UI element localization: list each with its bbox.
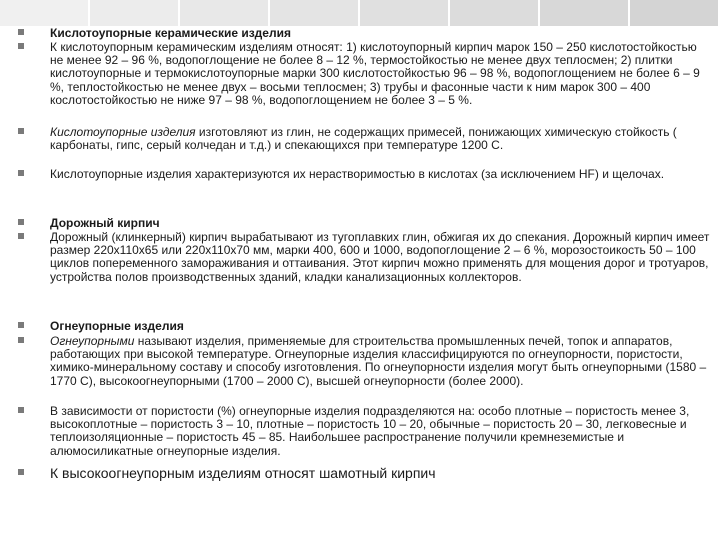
section-heading: Дорожный кирпич (50, 216, 160, 230)
italic-term: Огнеупорными (50, 334, 135, 348)
square-bullet-icon (18, 469, 24, 475)
section-heading: Огнеупорные изделия (50, 319, 184, 333)
square-bullet-icon (18, 322, 24, 328)
square-bullet-icon (18, 337, 24, 343)
square-bullet-icon (18, 128, 24, 134)
paragraph-text (50, 335, 712, 388)
square-bullet-icon (18, 43, 24, 49)
section-heading: Кислотоупорные керамические изделия (50, 26, 291, 40)
square-bullet-icon (18, 29, 24, 35)
paragraph-text: К высокоогнеупорным изделиям относят шамотный кирпич (50, 465, 436, 481)
square-bullet-icon (18, 233, 24, 239)
paragraph-rest: изготовляют из глин, не содержащих примесей, понижающих химическую стойкость ( карбонаты, гипс, серый колчедан и т.д.) и спекающихся при температуре 1200 С. (50, 125, 677, 153)
square-bullet-icon (18, 407, 24, 413)
square-bullet-icon (18, 170, 24, 176)
italic-term: Кислотоупорные изделия (50, 125, 196, 139)
paragraph-text (50, 126, 712, 152)
paragraph-text: Кислотоупорные изделия характеризуются их нерастворимостью в кислотах (за исключением HF) и щелочах. (50, 167, 665, 181)
paragraph-text: Дорожный (клинкерный) кирпич вырабатывают из тугоплавких глин, обжигая их до спекания. Дорожный кирпич имеет размер 220x110x65 или 220x110x70 мм, марки 400, 600 и 1000, водопоглощение 2 – 6 %, морозостоикость 50 – 100 циклов попеременного замораживания и оттаивания. Этот кирпич можно применять для мощения дорог и тротуаров, устройства полов производственных зданий, кладки канализационных коллекторов. (50, 230, 710, 284)
paragraph-text: К кислотоупорным керамическим изделиям относят: 1) кислотоупорный кирпич марок 150 – 250 кислотостойкостью не менее 92 – 96 %, водопоглощение не более 8 – 12 %, термостойкостью не менее двух теплосмен; 2) плитки кислотоупорные и термокислотоупорные марки 300 кислотостойкостью 96 – 98 %, водопоглощением не более 6 – 9 %, теплостойкостью не менее двух – восьми теплосмен; 3) трубы и фасонные части к ним марок 300 – 400 кослотостойкостью не ниже 97 – 98 %, водопоглощением не более 3 – 5 %. (50, 40, 700, 107)
paragraph-rest: называют изделия, применяемые для строительства промышленных печей, топок и аппаратов, работающих при высокой температуре. Огнеупорные изделия классифицируются по огнеупорности, пористости, химико-минеральному составу и способу изготовления. По огнеупорности изделия могут быть огнеупорными (1580 – 1770 С), высокоогнеупорными (1700 – 2000 С), высшей огнеупорности (более 2000). (50, 334, 707, 388)
square-bullet-icon (18, 219, 24, 225)
paragraph-text: В зависимости от пористости (%) огнеупорные изделия подразделяются на: особо плотные – пористость менее 3, высокоплотные – пористость 3 – 10, плотные – пористость 10 – 20, обычные – пористость 20 – 30, легковесные и теплоизоляционные – пористость 45 – 85. Наибольшее распространение получили кремнеземистые и алюмосиликатные огнеупорные изделия. (50, 404, 690, 458)
